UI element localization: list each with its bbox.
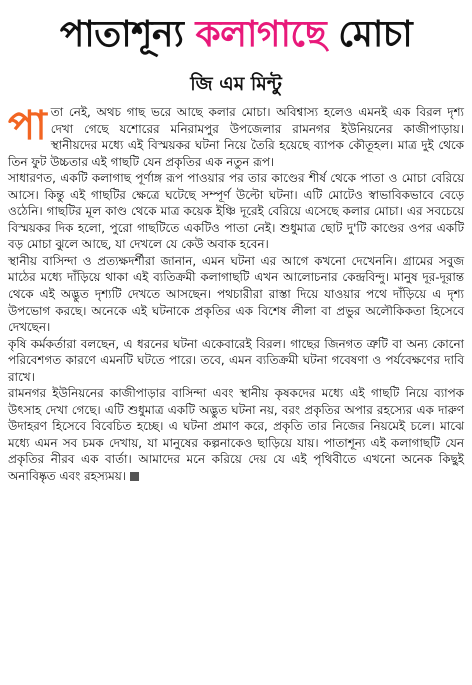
article-body <box>8 104 464 485</box>
headline-part-c: মোচা <box>326 14 413 55</box>
headline <box>8 10 464 60</box>
paragraph <box>8 385 464 484</box>
byline: জি এম মিন্টু <box>190 73 282 95</box>
paragraph: সাধারণত, একটি কলাগাছ পূর্ণাঙ্গ রূপ পাওয়ার পর তার কাণ্ডের শীর্ষ থেকে পাতা ও মোচা বেরিয়ে আসে। কিন্তু এই গাছটির ক্ষেত্রে ঘটেছে সম্পূর্ণ উল্টো ঘটনা। এটি মোটেও স্বাভাবিকভাবে বেড়ে ওঠেনি। গাছটির মূল কাণ্ড থেকে মাত্র কয়েক ইঞ্চি দূরেই বেরিয়ে এসেছে কলার মোচা। এর সবচেয়ে বিস্ময়কর দিক হলো, পুরো গাছটিতে একটিও পাতা নেই। শুধুমাত্র ছোট দু'টি কাণ্ডের ওপর একটি বড় মোচা ঝুলে আছে, যা দেখলে যে কেউ অবাক হবেন। <box>8 171 464 252</box>
end-mark-square-icon <box>130 472 139 481</box>
paragraph-text: তা নেই, অথচ গাছ ভরে আছে কলার মোচা। অবিশ্বাস্য হলেও এমনই এক বিরল দৃশ্য দেখা গেছে যশোরের মনিরামপুর উপজেলার রামনগর ইউনিয়নের কাজীপাড়ায়। স্থানীয়দের মধ্যে এই বিস্ময়কর ঘটনা নিয়ে তৈরি হয়েছে ব্যাপক কৌতূহল। মাত্র দুই থেকে তিন ফুট উচ্চতার এই গাছটি যেন প্রকৃতির এক নতুন রূপ। <box>8 105 464 169</box>
paragraph-text: রামনগর ইউনিয়নের কাজীপাড়ার বাসিন্দা এবং স্থানীয় কৃষকদের মধ্যে এই গাছটি নিয়ে ব্যাপক উৎসাহ দেখা গেছে। এটি শুধুমাত্র একটি অদ্ভুত ঘটনা নয়, বরং প্রকৃতির অপার রহস্যের এক দারুণ উদাহরণ হিসেবে বিবেচিত হচ্ছে। এ ঘটনা প্রমাণ করে, প্রকৃতি তার নিজের নিয়মেই চলে। মাঝে মধ্যে এমন সব চমক দেখায়, যা মানুষের কল্পনাকেও ছাড়িয়ে যায়। পাতাশূন্য এই কলাগাছটি যেন প্রকৃতির নীরব এক বার্তা। আমাদের মনে করিয়ে দেয় যে এই পৃথিবীতে এখনো অনেক কিছুই অনাবিষ্কৃত এবং রহস্যময়। <box>8 386 464 484</box>
headline-part-b: কলাগাছে <box>195 14 327 55</box>
paragraph: স্থানীয় বাসিন্দা ও প্রত্যক্ষদর্শীরা জানান, এমন ঘটনা এর আগে কখনো দেখেননি। গ্রামের সবুজ মাঠের মধ্যে দাঁড়িয়ে থাকা এই ব্যতিক্রমী কলাগাছটি এখন আলোচনার কেন্দ্রবিন্দু। মানুষ দূর-দূরান্ত থেকে এই অদ্ভুত দৃশ্যটি দেখতে আসছেন। পথচারীরা রাস্তা দিয়ে যাওয়ার পথে দাঁড়িয়ে এ দৃশ্য উপভোগ করছে। অনেকে এই ঘটনাকে প্রকৃতির এক বিশেষ লীলা বা প্রভুর অলৌকিকতা হিসেবে দেখছেন। <box>8 253 464 335</box>
headline-part-a: পাতাশূন্য <box>59 14 196 55</box>
paragraph: কৃষি কর্মকর্তারা বলছেন, এ ধরনের ঘটনা একেবারেই বিরল। গাছের জিনগত ত্রুটি বা অন্য কোনো পরিবেশগত কারণে এমনটি ঘটতে পারে। তবে, এমন ব্যতিক্রমী ঘটনা গবেষণা ও পর্যবেক্ষণের দাবি রাখে। <box>8 336 464 384</box>
paragraph <box>8 104 464 170</box>
drop-cap: পা <box>8 103 47 149</box>
